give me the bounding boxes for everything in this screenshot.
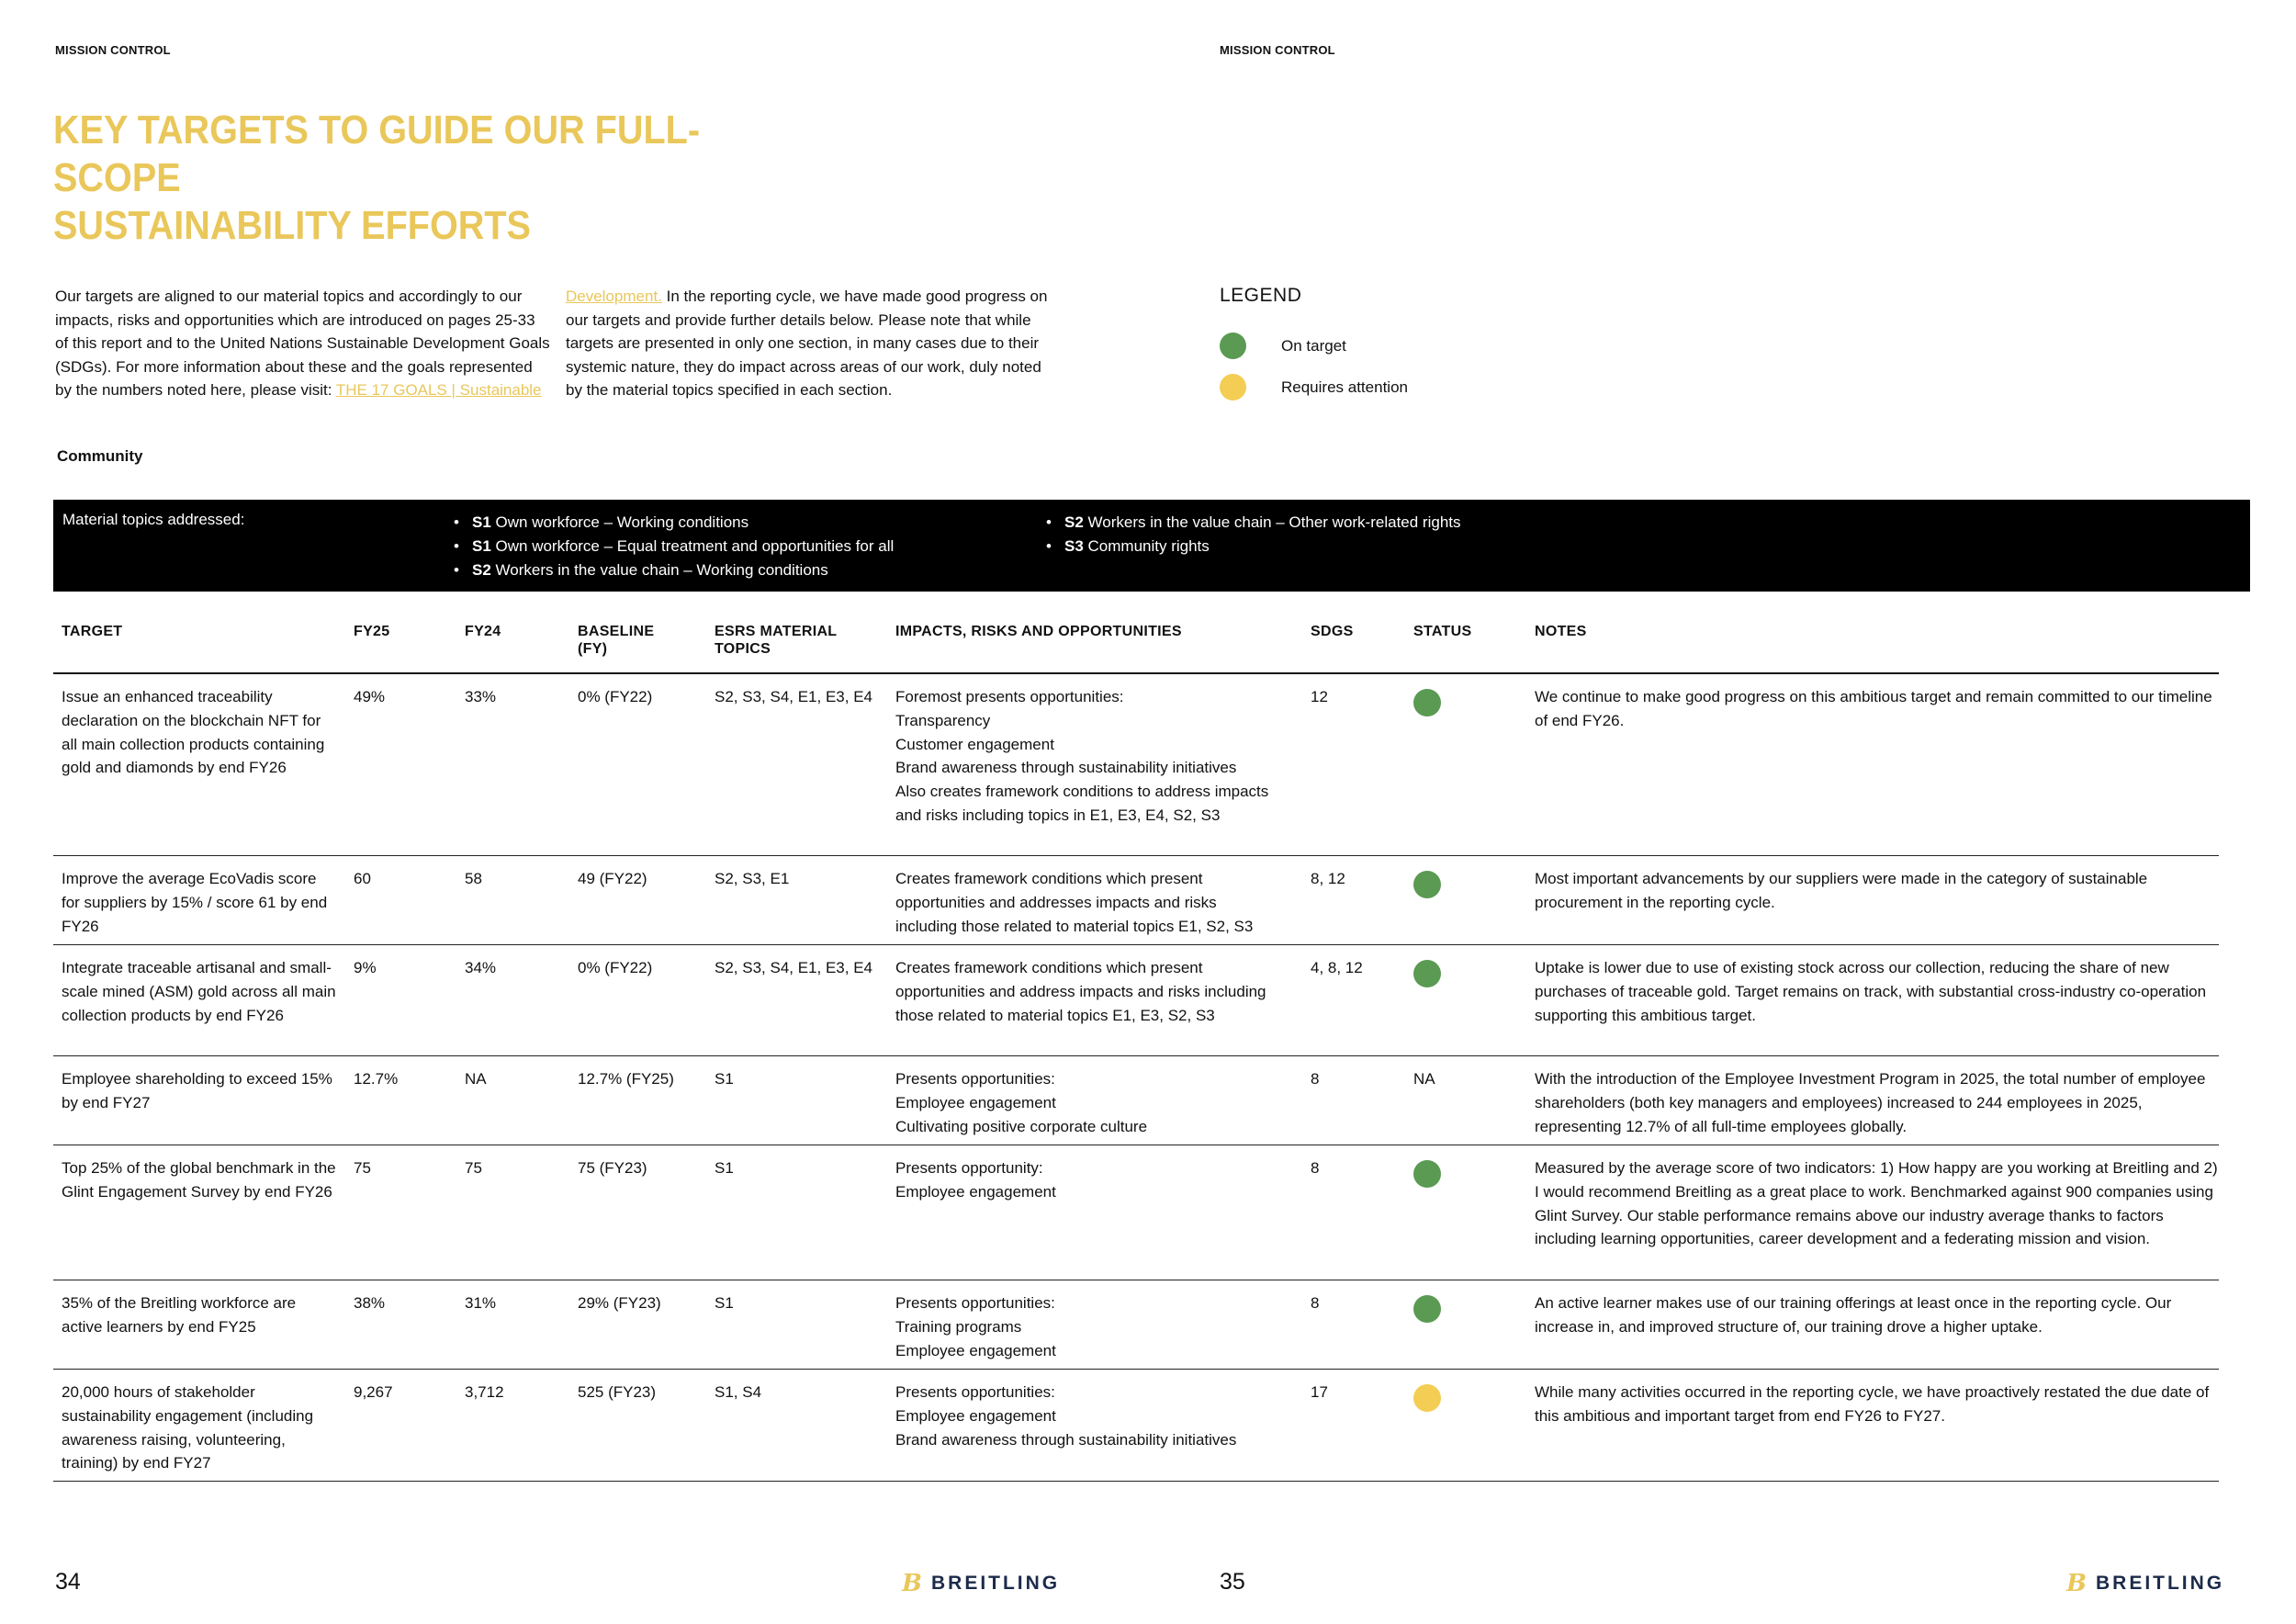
- target-cell: 20,000 hours of stakeholder sustainability engagement (including awareness raising, volunteering, training) by end FY27: [62, 1383, 314, 1472]
- green-status-dot-icon: [1413, 689, 1441, 716]
- sdgs-cell: 4, 8, 12: [1311, 959, 1363, 976]
- topic-code: S1: [472, 513, 491, 531]
- topic-code: S1: [472, 537, 491, 555]
- header-status: STATUS: [1413, 624, 1472, 639]
- target-cell: Employee shareholding to exceed 15% by end FY27: [62, 1070, 332, 1111]
- breitling-logo-left: [902, 1570, 1060, 1597]
- sdg-link-part2[interactable]: Development.: [566, 288, 662, 305]
- header-esrs: ESRS MATERIAL TOPICS: [715, 624, 838, 657]
- sdgs-cell: 17: [1311, 1383, 1328, 1401]
- baseline-cell: 49 (FY22): [578, 870, 647, 887]
- header-sdgs: SDGS: [1311, 624, 1354, 639]
- notes-cell: With the introduction of the Employee Investment Program in 2025, the total number of employee shareholders (both key managers and employees) increased to 244 employees in 2025, representing 12.7% of all full-time employees globally.: [1535, 1070, 2206, 1135]
- fy25-cell: 60: [354, 870, 371, 887]
- green-status-dot-icon: [1220, 333, 1246, 359]
- esrs-cell: S2, S3, E1: [715, 870, 790, 887]
- material-topics-label: Material topics addressed:: [62, 511, 245, 528]
- topic-item: [450, 558, 894, 582]
- target-cell: Integrate traceable artisanal and small-scale mined (ASM) gold across all main collection products by end FY26: [62, 959, 336, 1024]
- material-topics-list-1: [450, 511, 894, 582]
- esrs-cell: S2, S3, S4, E1, E3, E4: [715, 688, 872, 705]
- green-status-dot-icon: [1413, 871, 1441, 898]
- intro-column-2: [566, 285, 1052, 402]
- header-baseline: BASELINE (FY): [578, 624, 655, 657]
- fy24-cell: 34%: [465, 959, 497, 976]
- status-text: NA: [1413, 1070, 1435, 1088]
- table-row: [53, 1370, 2219, 1482]
- topic-item: [450, 535, 894, 558]
- table-row: [53, 945, 2219, 1056]
- green-status-dot-icon: [1413, 1160, 1441, 1188]
- fy25-cell: 9,267: [354, 1383, 393, 1401]
- topic-text: Own workforce – Equal treatment and opportunities for all: [490, 537, 895, 555]
- section-title: Community: [57, 447, 143, 465]
- topic-text: Workers in the value chain – Working conditions: [490, 561, 828, 579]
- brand-name: BREITLING: [930, 1573, 1061, 1594]
- table-header: [53, 614, 2219, 674]
- legend-title: LEGEND: [1220, 285, 1302, 306]
- iro-cell: Presents opportunities: Employee engagement Brand awareness through sustainability initiatives: [895, 1383, 1237, 1449]
- fy24-cell: 3,712: [465, 1383, 504, 1401]
- notes-cell: Measured by the average score of two indicators: 1) How happy are you working at Breitling and 2) I would recommend Breitling as a great place to work. Benchmarked against 900 companies using Glint Survey. Our stable performance remains above our industry average thanks to factors including learning opportunities, career development and a federating mission and vision.: [1535, 1159, 2218, 1248]
- baseline-cell: 75 (FY23): [578, 1159, 647, 1177]
- esrs-cell: S2, S3, S4, E1, E3, E4: [715, 959, 872, 976]
- table-body: [53, 674, 2219, 1482]
- section-label-left: MISSION CONTROL: [55, 43, 171, 57]
- page-number-left: 34: [55, 1569, 81, 1595]
- sdg-link-part1[interactable]: THE 17 GOALS | Sustainable: [335, 381, 542, 399]
- target-cell: Improve the average EcoVadis score for suppliers by 15% / score 61 by end FY26: [62, 870, 328, 935]
- table-row: [53, 1056, 2219, 1145]
- section-label-right: MISSION CONTROL: [1220, 43, 1335, 57]
- table-row: [53, 1280, 2219, 1370]
- intro-text-2: In the reporting cycle, we have made good progress on our targets and provide further details below. Please note that while targets are presented in only one section, in many cases due to their systemic nature, they do impact across areas of our work, duly noted by the material topics specified in each section.: [566, 288, 1048, 399]
- header-fy24: FY24: [465, 624, 501, 639]
- esrs-cell: S1: [715, 1294, 734, 1312]
- breitling-wings-icon: B: [2066, 1570, 2087, 1597]
- fy25-cell: 12.7%: [354, 1070, 399, 1088]
- fy24-cell: 58: [465, 870, 482, 887]
- topic-code: S2: [472, 561, 491, 579]
- iro-cell: Creates framework conditions which present opportunities and address impacts and risks including those related to material topics E1, E3, S2, S3: [895, 959, 1266, 1024]
- fy25-cell: 49%: [354, 688, 386, 705]
- sdgs-cell: 12: [1311, 688, 1328, 705]
- page-title-line1: KEY TARGETS TO GUIDE OUR FULL-SCOPE: [53, 107, 701, 200]
- baseline-cell: 0% (FY22): [578, 688, 653, 705]
- iro-cell: Presents opportunity: Employee engagement: [895, 1159, 1056, 1201]
- baseline-cell: 525 (FY23): [578, 1383, 657, 1401]
- material-topics-bar: [53, 500, 2250, 592]
- esrs-cell: S1: [715, 1159, 734, 1177]
- notes-cell: Most important advancements by our suppliers were made in the category of sustainable procurement in the reporting cycle.: [1535, 870, 2148, 911]
- notes-cell: We continue to make good progress on this ambitious target and remain committed to our timeline of end FY26.: [1535, 688, 2212, 729]
- esrs-cell: S1: [715, 1070, 734, 1088]
- table-row: [53, 1145, 2219, 1280]
- header-notes: NOTES: [1535, 624, 1587, 639]
- breitling-logo-right: [2066, 1570, 2224, 1597]
- fy24-cell: 31%: [465, 1294, 497, 1312]
- iro-cell: Presents opportunities: Employee engagement Cultivating positive corporate culture: [895, 1070, 1148, 1135]
- topic-item: [1042, 535, 1461, 558]
- topic-item: [1042, 511, 1461, 535]
- sdgs-cell: 8: [1311, 1294, 1320, 1312]
- intro-column-1: [55, 285, 551, 402]
- page-title-line2: SUSTAINABILITY EFFORTS: [53, 203, 531, 248]
- fy24-cell: 33%: [465, 688, 497, 705]
- header-target: TARGET: [62, 624, 123, 639]
- intro-text-1: Our targets are aligned to our material topics and accordingly to our impacts, risks and opportunities which are introduced on pages 25-33 of this report and to the United Nations Sustainable Development Goals (SDGs). For more information about these and the goals represented by the numbers noted here, please visit:: [55, 288, 550, 399]
- table-row: [53, 674, 2219, 856]
- fy24-cell: 75: [465, 1159, 482, 1177]
- targets-table: [53, 614, 2219, 1482]
- sdgs-cell: 8: [1311, 1159, 1320, 1177]
- fy25-cell: 38%: [354, 1294, 386, 1312]
- baseline-cell: 0% (FY22): [578, 959, 653, 976]
- material-topics-list-2: [1042, 511, 1461, 558]
- table-row: [53, 856, 2219, 945]
- topic-code: S2: [1064, 513, 1084, 531]
- fy25-cell: 75: [354, 1159, 371, 1177]
- sdgs-cell: 8: [1311, 1070, 1320, 1088]
- topic-code: S3: [1064, 537, 1084, 555]
- esrs-cell: S1, S4: [715, 1383, 762, 1401]
- legend-label: Requires attention: [1281, 378, 1408, 396]
- green-status-dot-icon: [1413, 960, 1441, 987]
- yellow-status-dot-icon: [1220, 374, 1246, 400]
- fy24-cell: NA: [465, 1070, 487, 1088]
- notes-cell: An active learner makes use of our training offerings at least once in the reporting cycle. Our increase in, and improved structure of, our training drove a higher uptake.: [1535, 1294, 2172, 1336]
- legend-item-on-target: [1220, 325, 1408, 367]
- sdgs-cell: 8, 12: [1311, 870, 1345, 887]
- topic-item: [450, 511, 894, 535]
- header-iro: IMPACTS, RISKS AND OPPORTUNITIES: [895, 624, 1182, 639]
- notes-cell: Uptake is lower due to use of existing stock across our collection, reducing the share of new purchases of traceable gold. Target remains on track, with substantial cross-industry co-operation supporting this ambitious target.: [1535, 959, 2207, 1024]
- page-number-right: 35: [1220, 1569, 1245, 1595]
- baseline-cell: 29% (FY23): [578, 1294, 661, 1312]
- legend: [1220, 285, 1408, 408]
- target-cell: 35% of the Breitling workforce are active learners by end FY25: [62, 1294, 297, 1336]
- yellow-status-dot-icon: [1413, 1384, 1441, 1412]
- topic-text: Community rights: [1083, 537, 1210, 555]
- target-cell: Issue an enhanced traceability declaration on the blockchain NFT for all main collection products containing gold and diamonds by end FY26: [62, 688, 325, 777]
- topic-text: Own workforce – Working conditions: [490, 513, 749, 531]
- fy25-cell: 9%: [354, 959, 377, 976]
- brand-name: BREITLING: [2095, 1573, 2225, 1594]
- iro-cell: Creates framework conditions which present opportunities and addresses impacts and risks including those related to material topics E1, S2, S3: [895, 870, 1254, 935]
- target-cell: Top 25% of the global benchmark in the Glint Engagement Survey by end FY26: [62, 1159, 336, 1201]
- page-title: [53, 107, 797, 250]
- legend-item-requires-attention: [1220, 367, 1408, 408]
- green-status-dot-icon: [1413, 1295, 1441, 1323]
- legend-label: On target: [1281, 336, 1346, 355]
- header-fy25: FY25: [354, 624, 390, 639]
- baseline-cell: 12.7% (FY25): [578, 1070, 674, 1088]
- breitling-wings-icon: B: [902, 1570, 922, 1597]
- iro-cell: Presents opportunities: Training programs Employee engagement: [895, 1294, 1056, 1359]
- topic-text: Workers in the value chain – Other work-related rights: [1083, 513, 1461, 531]
- iro-cell: Foremost presents opportunities: Transparency Customer engagement Brand awareness through sustainability initiatives Also creates framework conditions to address impacts and risks including topics in E1, E3, E4, S2, S3: [895, 688, 1269, 824]
- notes-cell: While many activities occurred in the reporting cycle, we have proactively restated the due date of this ambitious and important target from end FY26 to FY27.: [1535, 1383, 2210, 1425]
